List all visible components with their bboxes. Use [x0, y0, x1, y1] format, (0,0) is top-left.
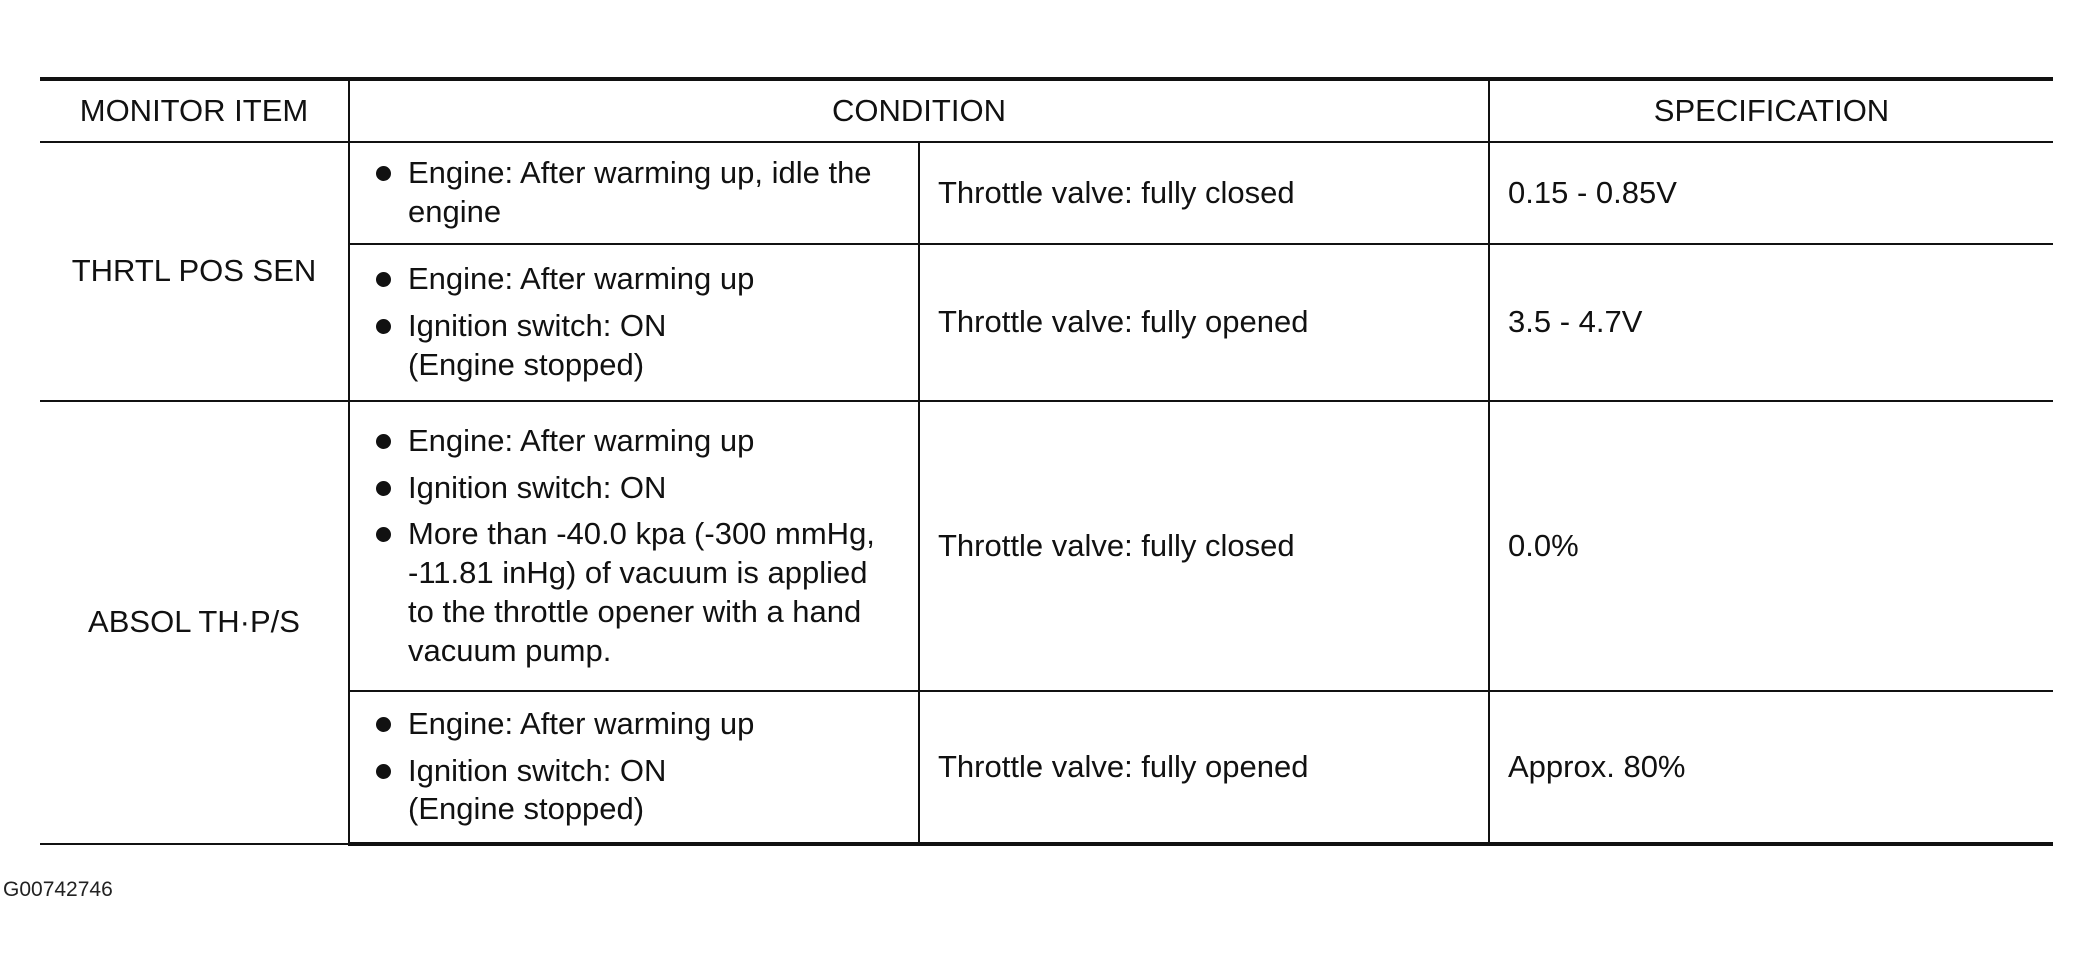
table-row — [40, 401, 2053, 691]
header-specification: SPECIFICATION — [1489, 79, 2053, 142]
condition-cell — [349, 142, 919, 244]
monitor-item-cell: THRTL POS SEN — [40, 142, 349, 401]
header-monitor-item: MONITOR ITEM — [40, 79, 349, 142]
header-condition: CONDITION — [349, 79, 1489, 142]
condition-item: Engine: After warming up — [368, 260, 900, 299]
table-row — [40, 142, 2053, 244]
condition-item: Ignition switch: ON — [368, 469, 900, 508]
condition-note: (Engine stopped) — [408, 346, 645, 382]
throttle-cell: Throttle valve: fully opened — [919, 691, 1489, 844]
throttle-cell: Throttle valve: fully opened — [919, 244, 1489, 401]
throttle-cell: Throttle valve: fully closed — [919, 142, 1489, 244]
monitor-item-cell: ABSOL TH·P/S — [40, 401, 349, 844]
specification-cell: 0.15 - 0.85V — [1489, 142, 2053, 244]
condition-item: Engine: After warming up — [368, 422, 900, 461]
condition-line: Ignition switch: ON — [408, 308, 667, 344]
specification-cell: Approx. 80% — [1489, 691, 2053, 844]
specification-cell: 3.5 - 4.7V — [1489, 244, 2053, 401]
condition-item — [368, 752, 900, 830]
condition-line: Ignition switch: ON — [408, 752, 667, 788]
condition-item: Engine: After warming up, idle the engine — [368, 154, 900, 232]
condition-cell — [349, 691, 919, 844]
condition-note: (Engine stopped) — [408, 791, 645, 827]
specification-table — [40, 77, 2053, 846]
condition-item: More than -40.0 kpa (-300 mmHg, -11.81 inHg) of vacuum is applied to the throttle opener with a hand vacuum pump. — [368, 515, 900, 670]
throttle-cell: Throttle valve: fully closed — [919, 401, 1489, 691]
header-row — [40, 79, 2053, 142]
specification-cell: 0.0% — [1489, 401, 2053, 691]
condition-cell — [349, 244, 919, 401]
condition-item: Engine: After warming up — [368, 705, 900, 744]
condition-item — [368, 307, 900, 385]
condition-cell — [349, 401, 919, 691]
figure-id: G00742746 — [3, 878, 113, 901]
